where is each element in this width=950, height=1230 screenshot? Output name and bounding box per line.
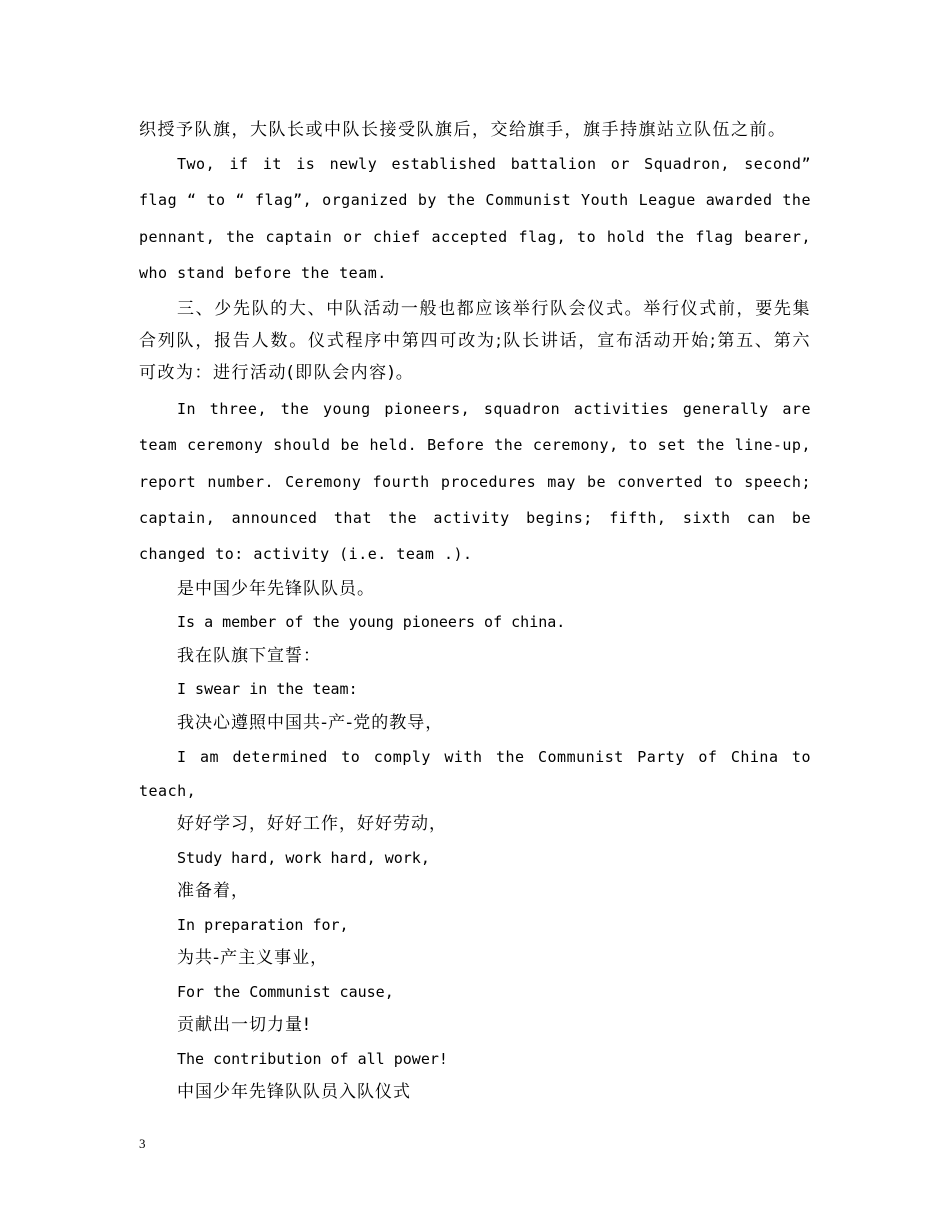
paragraph-en-team-ceremony: In three, the young pioneers, squadron activities generally are team ceremony should be held. Before the ceremony, to set the line-up, report number. Ceremony fourth procedures may be converted to speech; captain, announced that the activity begins; fifth, sixth can be changed to: activity (i.e. team .).: [139, 400, 811, 564]
oath-line-en-prepare: In preparation for,: [177, 915, 349, 934]
page-number: 3: [139, 1136, 146, 1151]
oath-line-cn-study: 好好学习，好好工作，好好劳动，: [177, 814, 447, 835]
oath-line-cn-determined: 我决心遵照中国共-产-党的教导，: [177, 712, 444, 733]
oath-line-cn-prepare: 准备着，: [177, 881, 249, 902]
oath-line-en-study: Study hard, work hard, work,: [177, 848, 430, 867]
oath-line-en-cause: For the Communist cause,: [177, 982, 394, 1001]
oath-line-en-member: Is a member of the young pioneers of china.: [177, 613, 566, 632]
paragraph-cn-team-ceremony: 三、少先队的大、中队活动一般也都应该举行队会仪式。举行仪式前，要先集合列队，报告人数。仪式程序中第四可改为;队长讲话，宣布活动开始;第五、第六可改为：进行活动(即队会内容)。: [139, 299, 811, 384]
oath-paragraph-en-determined: I am determined to comply with the Communist Party of China to teach,: [139, 748, 811, 801]
document-body: [139, 114, 811, 1110]
oath-line-en-contribute: The contribution of all power!: [177, 1049, 448, 1068]
oath-line-cn-member: 是中国少年先锋队队员。: [177, 578, 375, 599]
oath-line-cn-swear: 我在队旗下宣誓：: [177, 645, 321, 666]
paragraph-cn-flag-handover: 织授予队旗，大队长或中队长接受队旗后，交给旗手，旗手持旗站立队伍之前。: [139, 120, 787, 140]
oath-line-en-swear: I swear in the team:: [177, 680, 358, 699]
oath-line-cn-cause: 为共-产主义事业，: [177, 948, 329, 969]
paragraph-en-flag-handover: Two, if it is newly established battalion or Squadron, second” flag “ to “ flag”, organized by the Communist Youth League awarded the pennant, the captain or chief accepted flag, to hold the flag bearer, who stand before the team.: [139, 155, 811, 282]
oath-line-cn-contribute: 贡献出一切力量!: [177, 1015, 311, 1036]
section-heading-cn-induction-ceremony: 中国少年先锋队队员入队仪式: [177, 1082, 411, 1103]
